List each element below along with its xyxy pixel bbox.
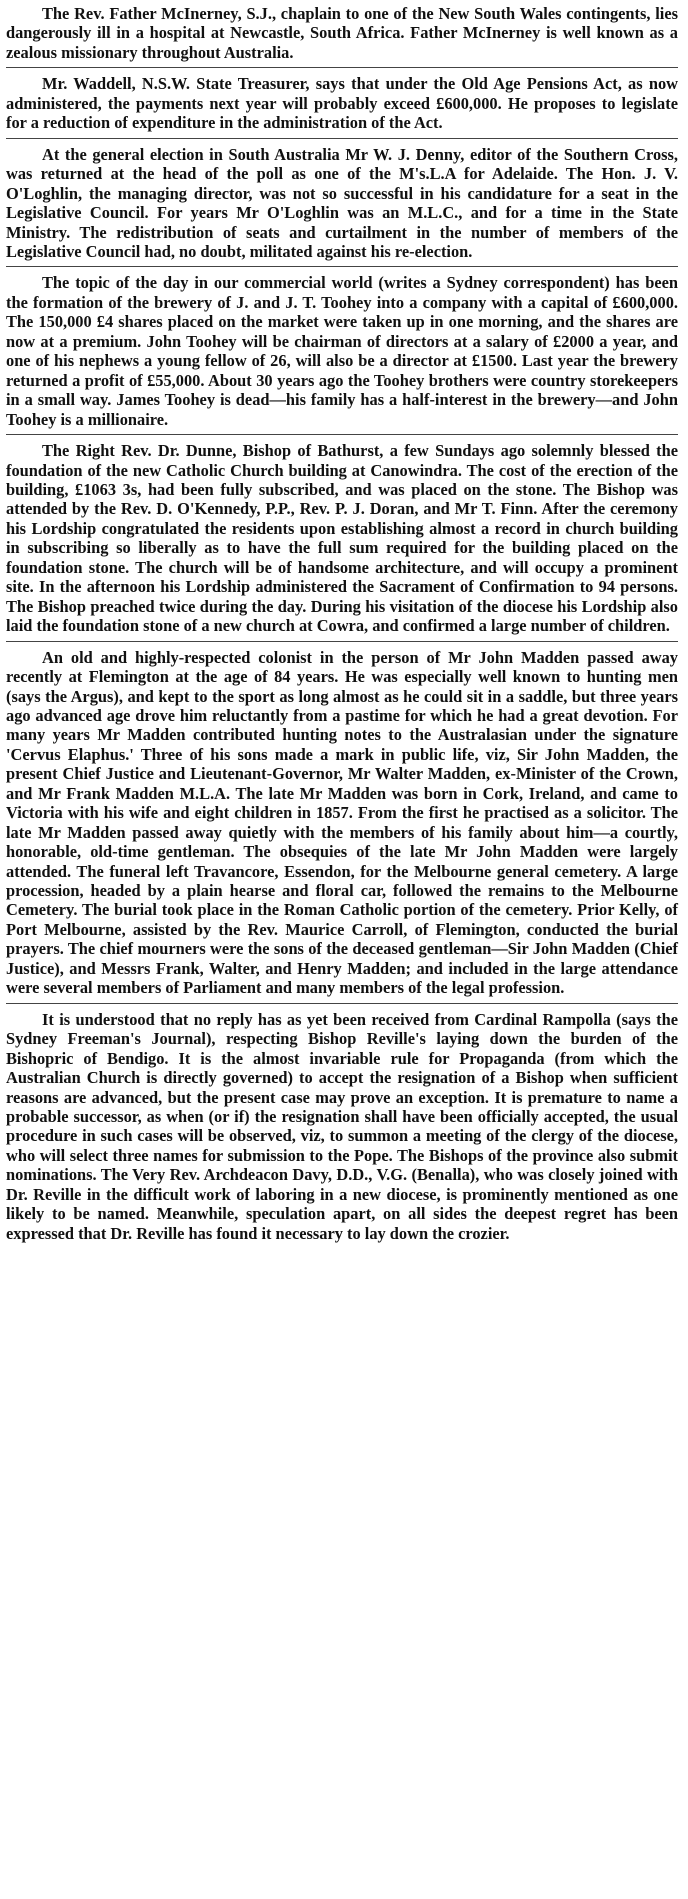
news-item-toohey: The topic of the day in our commercial world (writes a Sydney correspondent) has been the formation of the brewery of J. and J. T. Toohey into a company with a capital of £600,000. The 150,000 £4 shares placed on the market were taken up in one morning, and the shares are now at a premium. John Toohey will be chairman of directors at a salary of £2000 a year, and one of his nephews a young fellow of 26, will also be a director at £1500. Last year the brewery returned a profit of £55,000. About 30 years ago the Toohey brothers were country storekeepers in a small way. James Toohey is dead—his family has a half-interest in the brewery—and John Toohey is a millionaire. [6,273,678,429]
news-item-madden: An old and highly-respected colonist in the person of Mr John Madden passed away recently at Flemington at the age of 84 years. He was especially well known to hunting men (says the Argus), and kept to the sport as long almost as he could sit in a saddle, but three years ago advanced age drove him reluctantly from a pastime for which he had a great devotion. For many years Mr Madden contributed hunting notes to the Australasian under the signature 'Cervus Elaphus.' Three of his sons made a mark in public life, viz, Sir John Madden, the present Chief Justice and Lieutenant-Governor, Mr Walter Madden, ex-Minister of the Crown, and Mr Frank Madden M.L.A. The late Mr Madden was born in Cork, Ireland, and came to Victoria with his wife and eight children in 1857. From the first he practised as a solicitor. The late Mr Madden passed away quietly with the members of his family about him—a courtly, honorable, old-time gentleman. The obsequies of the late Mr John Madden were largely attended. The funeral left Travancore, Essendon, for the Melbourne general cemetery. A large procession, headed by a plain hearse and floral car, followed the remains to the Melbourne Cemetery. The burial took place in the Roman Catholic portion of the cemetery. Prior Kelly, of Port Melbourne, assisted by the Rev. Maurice Carroll, of Flemington, conducted the burial prayers. The chief mourners were the sons of the deceased gentleman—Sir John Madden (Chief Justice), and Messrs Frank, Walter, and Henry Madden; and included in the large attendance were several members of Parliament and many members of the legal profession. [6,647,678,998]
divider [6,434,678,435]
divider [6,67,678,68]
news-item-dunne: The Right Rev. Dr. Dunne, Bishop of Bathurst, a few Sundays ago solemnly blessed the foundation of the new Catholic Church building at Canowindra. The cost of the erection of the building, £1063 3s, had been fully subscribed, and was placed on the stone. The Bishop was attended by the Rev. D. O'Kennedy, P.P., Rev. P. J. Doran, and Mr T. Finn. After the ceremony his Lordship congratulated the residents upon establishing almost a record in church building in subscribing so liberally as to have the full sum required for the building placed on the foundation stone. The church will be of handsome architecture, and will occupy a prominent site. In the afternoon his Lordship administered the Sacrament of Confirmation to 94 persons. The Bishop preached twice during the day. During his visitation of the diocese his Lordship also laid the foundation stone of a new church at Cowra, and confirmed a large number of children. [6,441,678,636]
divider [6,641,678,642]
news-item-mcinerney: The Rev. Father McInerney, S.J., chaplain to one of the New South Wales contingents, lies dangerously ill in a hospital at Newcastle, South Africa. Father McInerney is well known as a zealous missionary throughout Australia. [6,4,678,62]
divider [6,266,678,267]
divider [6,1003,678,1004]
divider [6,138,678,139]
news-item-reville: It is understood that no reply has as yet been received from Cardinal Rampolla (says the Sydney Freeman's Journal), respecting Bishop Reville's laying down the burden of the Bishopric of Bendigo. It is the almost invariable rule for Propaganda (from which the Australian Church is directly governed) to accept the resignation of a Bishop when sufficient reasons are advanced, but the present case may prove an exception. It is premature to name a probable successor, as when (or if) the resignation shall have been officially accepted, the usual procedure in such cases will be observed, viz, to summon a meeting of the clergy of the diocese, who will select three names for submission to the Pope. The Bishops of the province also submit nominations. The Very Rev. Archdeacon Davy, D.D., V.G. (Benalla), who was closely joined with Dr. Reville in the difficult work of laboring in a new diocese, is prominently mentioned as one likely to be named. Meanwhile, speculation apart, on all sides the deepest regret has been expressed that Dr. Reville has found it necessary to lay down the crozier. [6,1009,678,1243]
news-item-denny: At the general election in South Australia Mr W. J. Denny, editor of the Southern Cross, was returned at the head of the poll as one of the M's.L.A for Adelaide. The Hon. J. V. O'Loghlin, the managing director, was not so successful in his candidature for a seat in the Legislative Council. For years Mr O'Loghlin was an M.L.C., and for a time in the State Ministry. The redistribution of seats and curtailment in the number of members of the Legislative Council had, no doubt, militated against his re-election. [6,144,678,261]
news-item-waddell: Mr. Waddell, N.S.W. State Treasurer, says that under the Old Age Pensions Act, as now administered, the payments next year will probably exceed £600,000. He proposes to legislate for a reduction of expenditure in the administration of the Act. [6,74,678,133]
